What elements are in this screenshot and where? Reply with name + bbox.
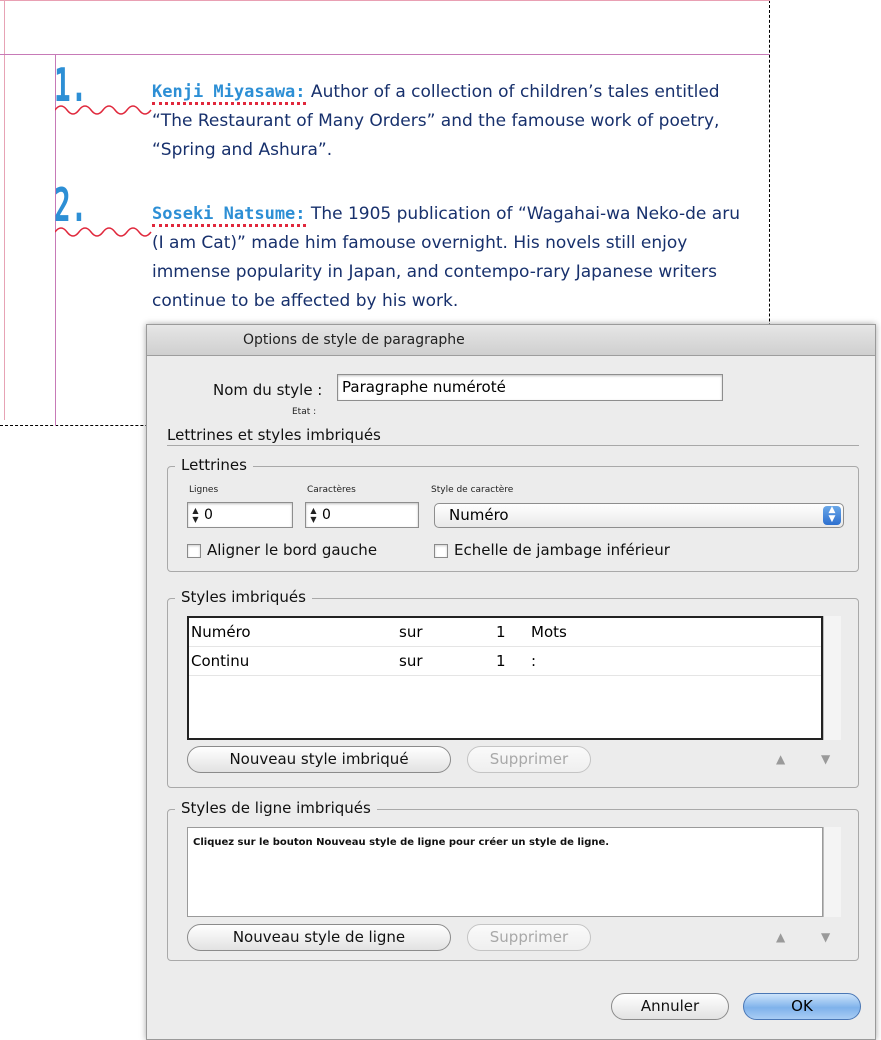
- nested-styles-title: Styles imbriqués: [175, 588, 312, 606]
- dialog-title[interactable]: Options de style de paragraphe: [147, 325, 875, 356]
- move-down-arrow-icon[interactable]: ▼: [821, 752, 831, 766]
- paragraph-text: The 1905 publication of “Wagahai-wa Neko-de aru (I am Cat)” made him famouse overnight. His novels still enjoy immense popularity in Japan, and contempo-rary Japanese writers continue to be affected by his work.: [152, 204, 740, 311]
- page-left-edge: [4, 0, 5, 420]
- nested-style-count: 1: [496, 623, 506, 641]
- list-paragraph: [152, 78, 752, 165]
- paragraph-lead-name: Soseki Natsume:: [152, 204, 306, 227]
- lines-label: Lignes: [189, 485, 219, 495]
- scale-descender-checkbox[interactable]: [434, 544, 448, 558]
- list-item[interactable]: [189, 647, 821, 676]
- state-label: Etat :: [292, 407, 317, 417]
- nested-line-styles-scrollbar[interactable]: [823, 827, 841, 917]
- character-style-label: Style de caractère: [431, 485, 514, 495]
- list-item[interactable]: [189, 618, 821, 647]
- ok-button[interactable]: OK: [743, 993, 861, 1020]
- move-up-arrow-icon[interactable]: ▲: [776, 930, 786, 944]
- align-left-checkbox[interactable]: [187, 544, 201, 558]
- drop-caps-title: Lettrines: [175, 456, 253, 474]
- new-line-style-button[interactable]: Nouveau style de ligne: [187, 924, 451, 951]
- stepper-arrows-icon[interactable]: ▲ ▼: [310, 506, 317, 524]
- nested-style-mode: sur: [399, 623, 423, 641]
- top-margin-guide: [0, 54, 770, 55]
- list-number: 2.: [54, 178, 88, 232]
- section-divider: [167, 445, 859, 446]
- character-style-select[interactable]: [434, 503, 844, 528]
- nested-style-count: 1: [496, 652, 506, 670]
- cancel-button[interactable]: Annuler: [611, 993, 729, 1020]
- paragraph-text: Author of a collection of children’s tales entitled “The Restaurant of Many Orders” and the famouse work of poetry, “Spring and Ashura”.: [152, 82, 720, 160]
- nested-line-styles-hint: Cliquez sur le bouton Nouveau style de ligne pour créer un style de ligne.: [193, 837, 610, 848]
- nested-styles-list[interactable]: [187, 616, 823, 740]
- move-down-arrow-icon[interactable]: ▼: [821, 930, 831, 944]
- paragraph-style-options-dialog: [146, 324, 876, 1040]
- spelling-squiggle: [55, 222, 153, 238]
- select-arrows-icon: ▲ ▼: [823, 506, 841, 525]
- nested-style-name: Continu: [191, 652, 250, 670]
- lines-stepper[interactable]: [187, 502, 293, 528]
- nested-style-unit: :: [531, 652, 537, 670]
- characters-label: Caractères: [307, 485, 356, 495]
- scale-descender-label[interactable]: Echelle de jambage inférieur: [454, 541, 670, 559]
- characters-value: 0: [322, 507, 331, 523]
- list-number: 1.: [54, 58, 88, 112]
- style-name-label: Nom du style :: [213, 381, 323, 399]
- nested-style-unit: Mots: [531, 623, 567, 641]
- section-title: Lettrines et styles imbriqués: [167, 426, 381, 444]
- nested-line-styles-title: Styles de ligne imbriqués: [175, 799, 377, 817]
- page-top-edge: [0, 0, 770, 1]
- lines-value: 0: [204, 507, 213, 523]
- delete-line-style-button[interactable]: Supprimer: [467, 924, 591, 951]
- paragraph-lead-name: Kenji Miyasawa:: [152, 82, 306, 105]
- characters-stepper[interactable]: [305, 502, 419, 528]
- delete-nested-style-button[interactable]: Supprimer: [467, 746, 591, 773]
- nested-line-styles-list[interactable]: [187, 827, 823, 917]
- style-name-input[interactable]: Paragraphe numéroté: [337, 374, 723, 401]
- new-nested-style-button[interactable]: Nouveau style imbriqué: [187, 746, 451, 773]
- nested-style-mode: sur: [399, 652, 423, 670]
- align-left-label[interactable]: Aligner le bord gauche: [207, 541, 378, 559]
- spelling-squiggle: [55, 100, 153, 116]
- nested-style-name: Numéro: [191, 623, 251, 641]
- stepper-arrows-icon[interactable]: ▲ ▼: [192, 506, 199, 524]
- nested-styles-scrollbar[interactable]: [823, 616, 841, 740]
- move-up-arrow-icon[interactable]: ▲: [776, 752, 786, 766]
- character-style-value: Numéro: [449, 506, 509, 524]
- list-paragraph: [152, 200, 752, 316]
